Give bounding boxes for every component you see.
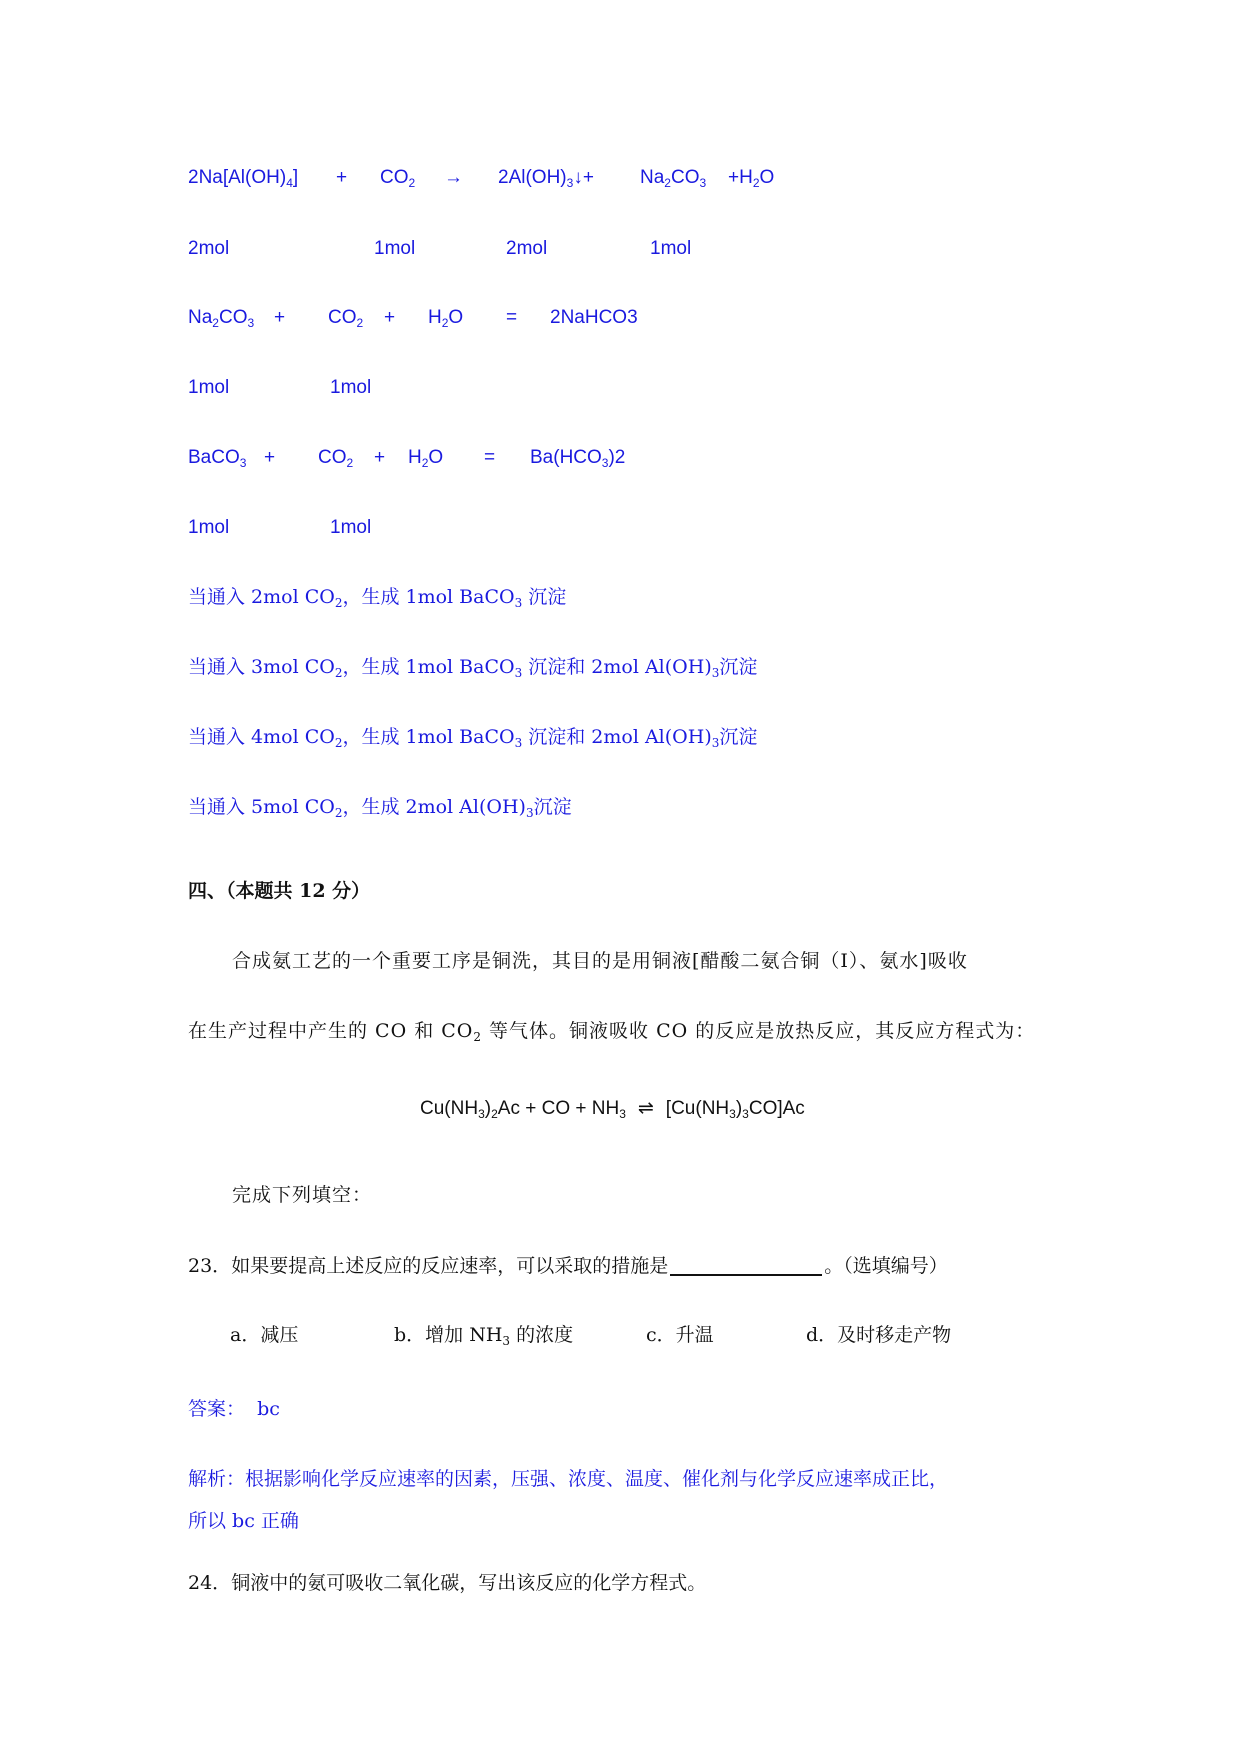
case-line-1: 当通入 2mol $CO_2$，生成 1mol BaCO$_3$ 沉淀	[188, 586, 567, 610]
equilibrium-arrow-icon: ⇌	[637, 1098, 654, 1119]
analysis-line-1: 解析：根据影响化学反应速率的因素，压强、浓度、温度、催化剂与化学反应速率成正比，	[188, 1468, 949, 1490]
answer-blank[interactable]	[670, 1252, 822, 1276]
document-page: $2Na[Al(OH)_4]$ + $CO_2$ → $2Al(OH)_3↓+$ $Na_2CO_3$ $+H_2O$ 2mol 1mol 2mol 1mol $Na_2CO_3$ + $CO_2$ + $H_2O$ = 2NaHCO3 1mol 1mol BaCO$_3$ + $CO_2$ + $H_2O$ = $Ba(HCO_3)2$ 1mol 1mol 当通入 2mol $CO_2$，生成 1mol BaCO$_3$ 沉淀 当通入 3mol $CO_2$，生成 1mol BaCO$_3$ 沉淀和 2mol $Al(OH)_3$沉淀 当通入 4mol $CO_2$，生成 1mol BaCO$_3$ 沉淀和 2mol $Al(OH)_3$沉淀 当通入 5mol $CO_2$，生成 2mol $Al(OH)_3$沉淀 四、（本题共 12 分） 合成氨工艺的一个重要工序是铜洗，其目的是用铜液[醋酸二氨合铜（Ⅰ）、氨水]吸收 在生产过程中产生的 CO 和 $CO_2$ 等气体。铜液吸收 CO 的反应是放热反应，其反应方程式为： $Cu(NH_3)_2Ac$ + CO + $NH_3$ ⇌ $[Cu(NH_3)_3CO]Ac$ 完成下列填空： 23．如果要提高上述反应的反应速率，可以采取的措施是 。（选填编号） a．减压 b．增加 $NH_3$ 的浓度 c．升温 d．及时移走产物 答案： bc 解析：根据影响化学反应速率的因素，压强、浓度、温度、催化剂与化学反应速率成正比， 所以 bc 正确 24．铜液中的氨可吸收二氧化碳，写出该反应的化学方程式。	[188, 167, 1036, 1594]
section-heading: 四、（本题共 12 分）	[188, 880, 371, 902]
option-b: b．增加 $NH_3$ 的浓度	[394, 1324, 574, 1348]
case-line-3: 当通入 4mol $CO_2$，生成 1mol BaCO$_3$ 沉淀和 2mol $Al(OH)_3$沉淀	[188, 726, 758, 750]
answer-line: 答案： bc	[188, 1398, 280, 1420]
intro-line-2: 在生产过程中产生的 CO 和 $CO_2$ 等气体。铜液吸收 CO 的反应是放热反应，其反应方程式为：	[188, 1020, 1036, 1044]
question-23: 23．如果要提高上述反应的反应速率，可以采取的措施是 。（选填编号）	[188, 1252, 948, 1279]
main-equation: $Cu(NH_3)_2Ac$ + CO + $NH_3$ ⇌ $[Cu(NH_3)_3CO]Ac$	[420, 1098, 805, 1121]
intro-line-1: 合成氨工艺的一个重要工序是铜洗，其目的是用铜液[醋酸二氨合铜（Ⅰ）、氨水]吸收	[232, 950, 968, 972]
option-a: a．减压	[230, 1324, 299, 1346]
option-c: c．升温	[646, 1324, 714, 1346]
case-line-2: 当通入 3mol $CO_2$，生成 1mol BaCO$_3$ 沉淀和 2mol $Al(OH)_3$沉淀	[188, 656, 758, 680]
case-line-4: 当通入 5mol $CO_2$，生成 2mol $Al(OH)_3$沉淀	[188, 796, 572, 820]
question-24: 24．铜液中的氨可吸收二氧化碳，写出该反应的化学方程式。	[188, 1572, 707, 1594]
fill-instruction: 完成下列填空：	[232, 1184, 373, 1206]
option-d: d．及时移走产物	[806, 1324, 952, 1346]
analysis-line-2: 所以 bc 正确	[188, 1510, 299, 1532]
